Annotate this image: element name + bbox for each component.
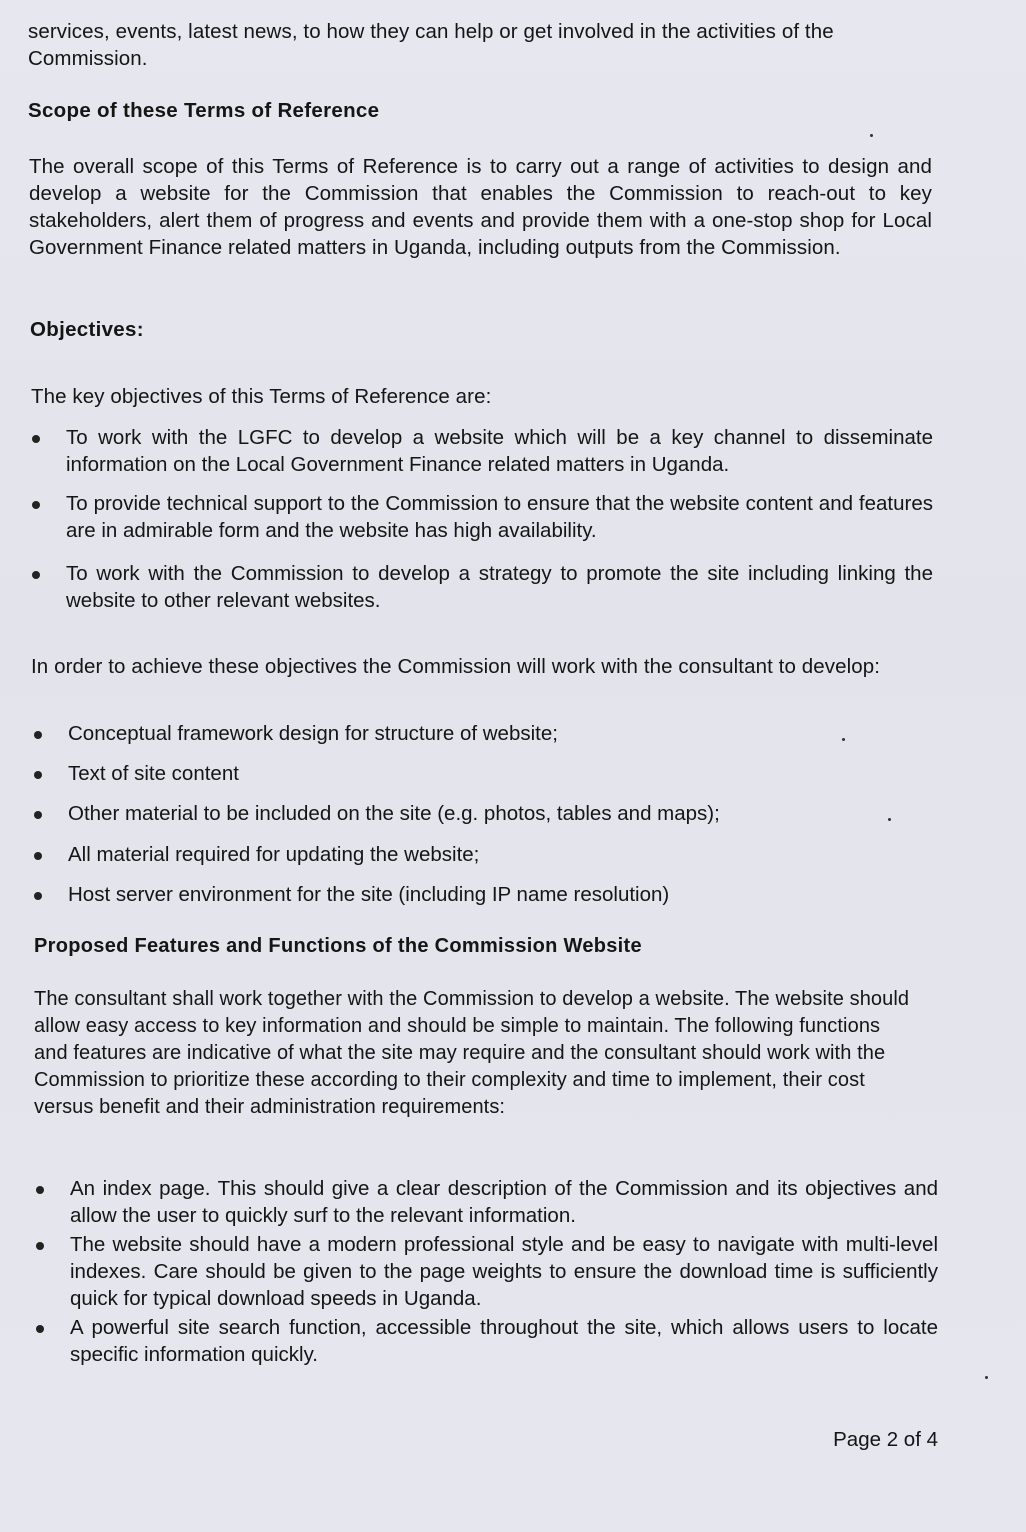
list-item xyxy=(32,881,937,921)
list-item xyxy=(30,490,933,544)
bullet-icon xyxy=(32,435,40,443)
bullet-icon xyxy=(32,571,40,579)
bullet-icon xyxy=(36,1325,44,1333)
develop-item-text: Other material to be included on the site (e.g. photos, tables and maps); xyxy=(68,802,720,825)
develop-intro-paragraph: In order to achieve these objectives the Commission will work with the consultant to develop: xyxy=(31,655,881,678)
objectives-intro: The key objectives of this Terms of Reference are: xyxy=(31,385,492,408)
list-item xyxy=(32,841,937,881)
bullet-icon xyxy=(32,501,40,509)
bullet-icon xyxy=(36,1242,44,1250)
scan-speck xyxy=(842,738,845,741)
scan-speck xyxy=(985,1376,988,1379)
list-item xyxy=(32,720,937,760)
features-heading: Proposed Features and Functions of the Commission Website xyxy=(34,935,642,957)
feature-text: A powerful site search function, accessible throughout the site, which allows users to locate specific information quickly. xyxy=(70,1316,938,1366)
page-number: Page 2 of 4 xyxy=(833,1428,938,1451)
develop-item-text: Text of site content xyxy=(68,762,239,785)
list-item xyxy=(32,760,937,800)
bullet-icon xyxy=(34,771,42,779)
objectives-list xyxy=(30,424,933,614)
objective-text: To work with the LGFC to develop a website which will be a key channel to disseminate information on the Local Government Finance related matters in Uganda. xyxy=(66,426,933,476)
develop-item-text: All material required for updating the website; xyxy=(68,843,480,866)
scope-heading: Scope of these Terms of Reference xyxy=(28,99,380,122)
bullet-icon xyxy=(34,892,42,900)
list-item xyxy=(32,800,937,841)
objective-text: To work with the Commission to develop a strategy to promote the site including linking the website to other relevant websites. xyxy=(66,562,933,612)
list-item xyxy=(34,1175,938,1229)
intro-tail-paragraph: services, events, latest news, to how they can help or get involved in the activities of the Commission. xyxy=(28,20,834,70)
list-item xyxy=(34,1231,938,1312)
feature-text: An index page. This should give a clear description of the Commission and its objectives and allow the user to quickly surf to the relevant information. xyxy=(70,1177,938,1227)
objectives-heading: Objectives: xyxy=(30,318,144,341)
scope-paragraph: The overall scope of this Terms of Reference is to carry out a range of activities to design and develop a website for the Commission that enables the Commission to reach-out to key stakeholders, alert them of progress and events and provide them with a one-stop shop for Local Government Finance related matters in Uganda, including outputs from the Commission. xyxy=(29,155,932,259)
objective-text: To provide technical support to the Commission to ensure that the website content and features are in admirable form and the website has high availability. xyxy=(66,492,933,542)
list-item xyxy=(34,1314,938,1368)
features-list xyxy=(34,1175,938,1368)
list-item xyxy=(30,424,933,478)
bullet-icon xyxy=(34,811,42,819)
scan-speck xyxy=(870,134,873,137)
develop-list xyxy=(32,720,937,921)
develop-item-text: Conceptual framework design for structure of website; xyxy=(68,722,558,745)
develop-item-text: Host server environment for the site (including IP name resolution) xyxy=(68,883,670,906)
features-paragraph: The consultant shall work together with the Commission to develop a website. The website should allow easy access to key information and should be simple to maintain. The following functions and features are indicative of what the site may require and the consultant should work with the Commission to prioritize these according to their complexity and time to implement, their cost versus benefit and their administration requirements: xyxy=(34,988,910,1118)
bullet-icon xyxy=(36,1186,44,1194)
feature-text: The website should have a modern professional style and be easy to navigate with multi-level indexes. Care should be given to the page weights to ensure the download time is sufficiently quick for typical download speeds in Uganda. xyxy=(70,1233,938,1310)
bullet-icon xyxy=(34,852,42,860)
list-item xyxy=(30,560,933,614)
bullet-icon xyxy=(34,731,42,739)
scan-speck xyxy=(888,818,891,821)
